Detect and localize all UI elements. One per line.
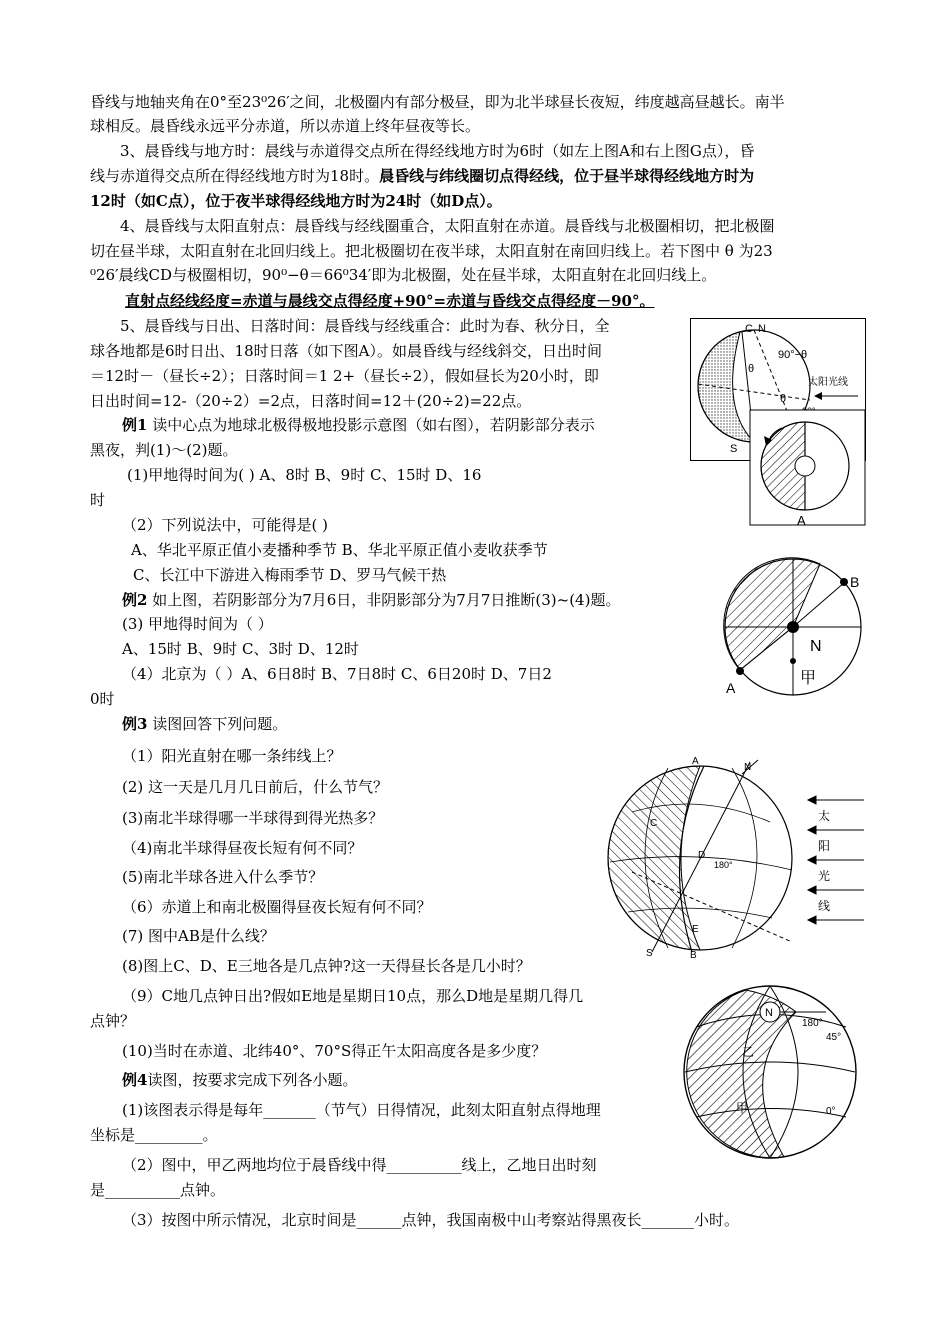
globe-sunlight-diagram [592, 752, 872, 967]
text-line [122, 1070, 357, 1090]
label-N: N [765, 1007, 773, 1019]
question-line: (1)甲地得时间为( ) A、8时 B、9时 C、15时 D、16 [127, 466, 482, 484]
text-line [122, 415, 595, 435]
question-line: (2) 这一天是几月几日前后，什么节气？ [122, 778, 389, 796]
text-line [90, 166, 754, 186]
text-line: 3、晨昏线与地方时：晨线与赤道得交点所在得经线地方时为6时（如左上图A和右上图G点），昏 [120, 142, 755, 160]
example-label: 例4 [122, 1071, 148, 1089]
label-C: C [745, 323, 753, 335]
text-line: 球各地都是6时日出、18时日落（如下图A）。如晨昏线与经线斜交，日出时间 [90, 342, 602, 360]
text-line: 时 [90, 491, 106, 509]
option-line: A、15时 B、9时 C、3时 D、12时 [122, 640, 359, 658]
example-label: 例2 [122, 591, 148, 609]
text-line: 点钟？ [90, 1012, 136, 1030]
label-B: B [690, 950, 697, 961]
label-angle: 90°−θ [778, 349, 808, 361]
text-line: 日出时间=12-（20÷2）=2点，日落时间=12＋(20÷2)=22点。 [90, 392, 532, 410]
question-line: (3) 甲地得时间为（ ） [122, 615, 273, 633]
text-line: 5、晨昏线与日出、日落时间：晨昏线与经线重合：此时为春、秋分日，全 [120, 317, 610, 335]
label-E: E [692, 924, 699, 935]
text-line: 切在昼半球，太阳直射在北回归线上。把北极圈切在夜半球，太阳直射在南回归线上。若下图中 θ 为23 [90, 242, 773, 260]
label-jia: 甲 [800, 670, 817, 687]
label-A: A [797, 513, 806, 528]
label-degree: 180° [714, 860, 733, 870]
question-line: （4）北京为（ ）A、6日8时 B、7日8时 C、6日20时 D、7日2 [122, 665, 552, 683]
label-N: N [758, 323, 766, 335]
question-line: (8)图上C、D、E三地各是几点钟?这一天得昼长各是几小时？ [122, 957, 531, 975]
label-theta: θ [780, 393, 787, 405]
label-B: B [850, 574, 860, 590]
text-span: 读中心点为地球北极得极地投影示意图（如右图），若阴影部分表示 [147, 416, 595, 434]
label-sun: 太 [818, 809, 831, 823]
text-line: 黑夜，判(1)～(2)题。 [90, 441, 238, 459]
label-jia: 甲 [736, 1101, 749, 1115]
text-span: 如上图，若阴影部分为7月6日，非阴影部分为7月7日推断(3)~(4)题。 [147, 591, 621, 609]
point-A-dot [736, 667, 744, 675]
globe-terminator-diagram [676, 982, 866, 1162]
label-degree-180: 180° [802, 1018, 823, 1029]
label-D: D [698, 850, 706, 861]
label-A: A [692, 756, 699, 767]
text-span: 读图，按要求完成下列各小题。 [147, 1071, 358, 1089]
text-line: 球相反。晨昏线永远平分赤道，所以赤道上终年昼夜等长。 [90, 117, 481, 135]
question-line: (7) 图中AB是什么线？ [122, 927, 275, 945]
text-line: 昏线与地轴夹角在0°至23⁰26′之间，北极圈内有部分极昼，即为北半球昼长夜短，纬度越高昼越长。南半 [90, 93, 785, 111]
example-label: 例1 [122, 416, 148, 434]
label-sunlight: 太阳光线 [808, 377, 848, 388]
pole-circle [795, 456, 815, 476]
label-theta: θ [748, 363, 755, 375]
text-line [122, 590, 620, 610]
label-A: A [726, 680, 736, 696]
example-label: 例3 [122, 715, 148, 733]
point-jia-dot [790, 658, 796, 664]
question-line: (10)当时在赤道、北纬40°、70°S得正午太阳高度各是多少度？ [122, 1042, 547, 1060]
terminator-diagram [690, 318, 866, 526]
label-sun: 线 [818, 899, 831, 913]
sunlight-arrows [808, 796, 864, 924]
question-line: （9）C地几点钟日出?假如E地是星期日10点，那么D地是星期几得几 [122, 987, 584, 1005]
label-N: N [810, 638, 822, 655]
text-line: 4、晨昏线与太阳直射点：晨昏线与经线圈重合，太阳直射在赤道。晨昏线与北极圈相切，把北极圈 [120, 217, 775, 235]
text-line: 坐标是_________。 [90, 1126, 218, 1144]
pole-dot [787, 621, 799, 633]
label-degree-0: 0° [826, 1106, 836, 1117]
label-degree-45: 45° [826, 1032, 842, 1043]
label-S: S [730, 443, 738, 455]
label-N: N [744, 762, 752, 773]
question-line: （4)南北半球得昼夜长短有何不同？ [122, 839, 363, 857]
label-sun: 阳 [818, 839, 831, 853]
label-sun: 光 [818, 869, 831, 883]
question-line: (1)该图表示得是每年_______（节气）日得情况，此刻太阳直射点得地理 [122, 1101, 601, 1119]
text-line [122, 714, 287, 734]
text-line: ＝12时－（昼长÷2）；日落时间＝1 2+（昼长÷2），假如昼长为20小时，即 [90, 367, 599, 385]
text-line: 12时（如C点），位于夜半球得经线地方时为24时（如D点）。 [90, 192, 502, 210]
question-line: （3）按图中所示情况，北京时间是______点钟，我国南极中山考察站得黑夜长_______小时。 [122, 1211, 740, 1229]
question-line: （1）阳光直射在哪一条纬线上？ [122, 747, 342, 765]
question-line: （6）赤道上和南北极圈得昼夜长短有何不同？ [122, 898, 432, 916]
text-span: 线与赤道得交点所在得经线地方时为18时。 [90, 167, 380, 185]
polar-projection-diagram [720, 555, 870, 705]
label-C: C [650, 818, 658, 829]
question-line: （2）下列说法中，可能得是( ) [122, 516, 329, 534]
label-S: S [646, 948, 653, 959]
label-yi: 乙 [742, 1045, 755, 1059]
text-line: 0时 [90, 690, 115, 708]
text-span: 读图回答下列问题。 [147, 715, 288, 733]
text-line: ⁰26′晨线CD与极圈相切，90⁰−θ＝66⁰34′即为北极圈，处在昼半球，太阳直射在北回归线上。 [90, 266, 717, 284]
question-line: (3)南北半球得哪一半球得到得光热多？ [122, 809, 384, 827]
text-span-bold: 晨昏线与纬线圈切点得经线，位于昼半球得经线地方时为 [379, 167, 755, 185]
text-line: 是__________点钟。 [90, 1181, 226, 1199]
point-B-dot [840, 578, 848, 586]
question-line: （2）图中，甲乙两地均位于晨昏线中得__________线上，乙地日出时刻 [122, 1156, 597, 1174]
question-line: (5)南北半球各进入什么季节？ [122, 868, 324, 886]
option-line: C、长江中下游进入梅雨季节 D、罗马气候干热 [133, 566, 447, 584]
key-formula: 直射点经线经度=赤道与晨线交点得经度+90°=赤道与昏线交点得经度－90°。 [125, 292, 655, 310]
option-line: A、华北平原正值小麦播种季节 B、华北平原正值小麦收获季节 [131, 541, 548, 559]
